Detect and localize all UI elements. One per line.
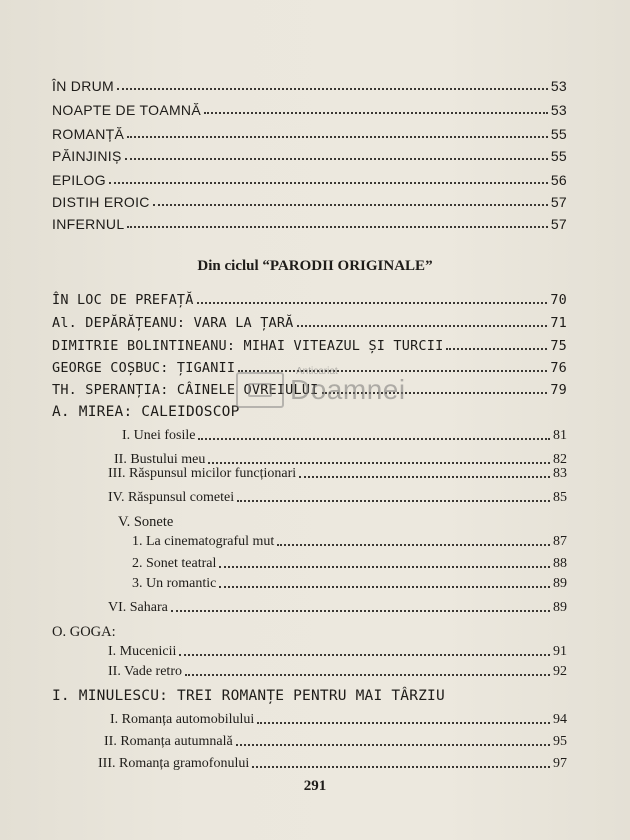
toc-entry	[52, 102, 567, 118]
toc-entry	[52, 148, 567, 164]
dot-leader	[198, 438, 550, 440]
toc-entry	[52, 338, 567, 354]
dot-leader	[109, 182, 548, 184]
entry-page: 57	[550, 194, 567, 210]
author-label: O. GOGA:	[52, 624, 116, 640]
entry-title: 1. La cinematograful mut	[132, 534, 275, 549]
dot-leader	[236, 744, 550, 746]
subsection-label: V. Sonete	[118, 514, 174, 530]
page-number: 291	[303, 778, 327, 794]
watermark	[236, 366, 406, 408]
entry-title: TH. SPERANȚIA: CÂINELE OVREIULUI	[52, 382, 319, 398]
dot-leader	[117, 88, 548, 90]
dot-leader	[257, 722, 550, 724]
entry-title: II. Bustului meu	[114, 452, 206, 467]
entry-title: DIMITRIE BOLINTINEANU: MIHAI VITEAZUL ȘI TURCII	[52, 338, 444, 354]
toc-entry	[52, 78, 567, 94]
dot-leader	[208, 462, 550, 464]
entry-title: EPILOG	[52, 172, 106, 188]
toc-entry	[104, 734, 567, 750]
entry-page: 95	[553, 734, 567, 749]
entry-title: 3. Un romantic	[132, 576, 217, 591]
toc-entry	[98, 756, 567, 772]
entry-page: 70	[550, 292, 567, 308]
entry-title: ÎN DRUM	[52, 78, 114, 94]
dot-leader	[204, 112, 548, 114]
entry-title: I. Unei fosile	[122, 428, 196, 443]
dot-leader	[185, 674, 550, 676]
entry-title: NOAPTE DE TOAMNĂ	[52, 102, 201, 118]
entry-title: I. Romanța automobilului	[110, 712, 255, 727]
entry-page: 57	[550, 216, 567, 232]
toc-entry	[110, 712, 567, 728]
entry-title: DISTIH EROIC	[52, 194, 150, 210]
toc-entry	[122, 428, 567, 444]
entry-title: ROMANȚĂ	[52, 126, 125, 142]
entry-page: 87	[553, 534, 567, 549]
section-heading: Din ciclul “PARODII ORIGINALE”	[197, 258, 433, 274]
dot-leader	[171, 610, 550, 612]
entry-title: IV. Răspunsul cometei	[108, 490, 235, 505]
entry-title: GEORGE COȘBUC: ȚIGANII	[52, 360, 236, 376]
toc-entry	[108, 490, 567, 506]
watermark-text: Doamnei	[290, 374, 406, 405]
entry-page: 85	[553, 490, 567, 505]
dot-leader	[153, 204, 548, 206]
toc-entry	[52, 292, 567, 308]
toc-entry	[132, 534, 567, 550]
entry-page: 88	[553, 556, 567, 571]
toc-entry	[132, 556, 567, 572]
entry-page: 55	[550, 148, 567, 164]
entry-title: 2. Sonet teatral	[132, 556, 217, 571]
entry-title: VI. Sahara	[108, 600, 168, 615]
dot-leader	[252, 766, 550, 768]
entry-title: Al. DEPĂRĂȚEANU: VARA LA ȚARĂ	[52, 315, 294, 331]
entry-title: PĂINJINIȘ	[52, 148, 122, 164]
author-label: A. MIREA: CALEIDOSCOP	[52, 404, 240, 420]
entry-page: 89	[553, 600, 567, 615]
toc-entry	[108, 466, 567, 482]
entry-page: 76	[550, 360, 567, 376]
dot-leader	[197, 302, 548, 304]
toc-entry	[52, 172, 567, 188]
entry-page: 71	[550, 315, 567, 331]
dot-leader	[179, 654, 550, 656]
watermark-logo-icon	[236, 372, 284, 408]
entry-title: INFERNUL	[52, 216, 125, 232]
entry-title: III. Romanța gramofonului	[98, 756, 250, 771]
toc-entry	[108, 644, 567, 660]
entry-page: 79	[550, 382, 567, 398]
entry-page: 92	[553, 664, 567, 679]
entry-title: II. Vade retro	[108, 664, 182, 679]
dot-leader	[127, 136, 548, 138]
entry-page: 94	[553, 712, 567, 727]
entry-page: 56	[550, 172, 567, 188]
author-label: I. MINULESCU: TREI ROMANȚE PENTRU MAI TÂRZIU	[52, 688, 445, 704]
dot-leader	[127, 226, 547, 228]
dot-leader	[277, 544, 550, 546]
entry-page: 53	[550, 78, 567, 94]
entry-title: I. Mucenicii	[108, 644, 177, 659]
entry-title: II. Romanța autumnală	[104, 734, 233, 749]
dot-leader	[125, 158, 548, 160]
toc-entry	[52, 315, 567, 331]
entry-page: 83	[553, 466, 567, 481]
entry-page: 75	[550, 338, 567, 354]
entry-title: III. Răspunsul micilor funcționari	[108, 466, 297, 481]
toc-entry	[52, 216, 567, 232]
watermark-small-text: Anticariat	[296, 366, 338, 377]
entry-page: 81	[553, 428, 567, 443]
entry-page: 55	[550, 126, 567, 142]
entry-page: 89	[553, 576, 567, 591]
toc-entry	[52, 126, 567, 142]
entry-page: 97	[553, 756, 567, 771]
dot-leader	[297, 325, 548, 327]
entry-title: ÎN LOC DE PREFAȚĂ	[52, 292, 194, 308]
toc-entry	[52, 194, 567, 210]
toc-entry	[108, 664, 567, 680]
dot-leader	[446, 348, 547, 350]
dot-leader	[299, 476, 550, 478]
toc-entry	[132, 576, 567, 592]
entry-page: 53	[550, 102, 567, 118]
entry-page: 82	[553, 452, 567, 467]
dot-leader	[219, 586, 550, 588]
toc-entry	[108, 600, 567, 616]
entry-page: 91	[553, 644, 567, 659]
dot-leader	[237, 500, 550, 502]
dot-leader	[219, 566, 550, 568]
